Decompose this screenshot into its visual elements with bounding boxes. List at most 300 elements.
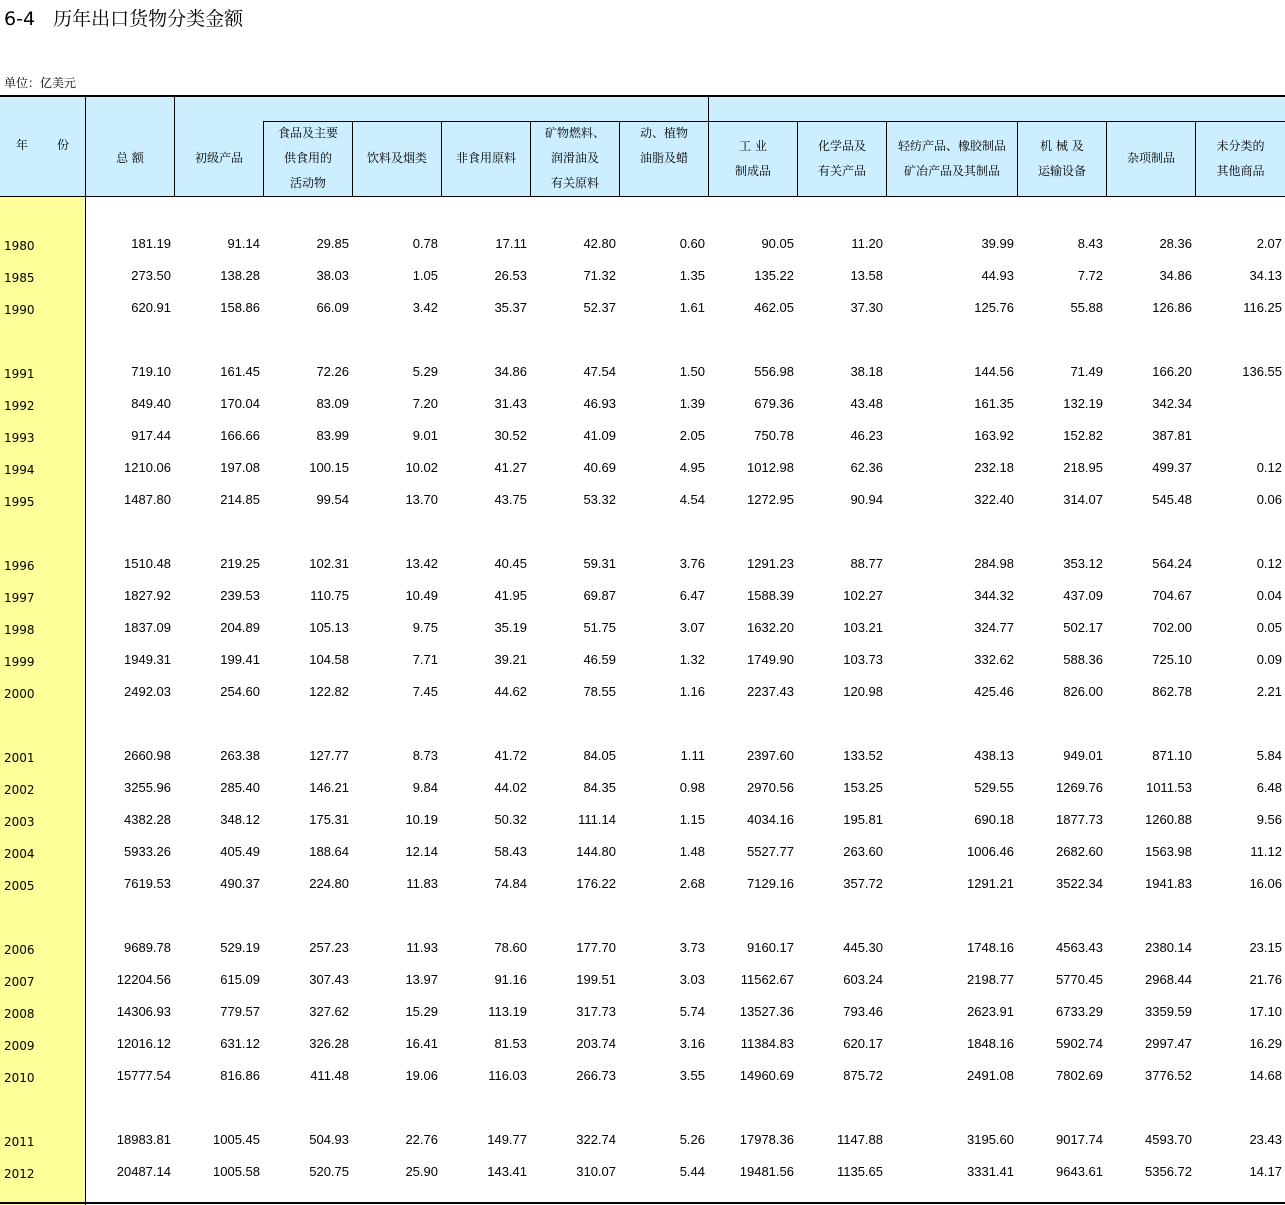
table-cell: 44.93: [981, 268, 1014, 283]
table-cell: 631.12: [220, 1036, 260, 1051]
table-cell: 50.32: [494, 812, 527, 827]
table-cell: 314.07: [1063, 492, 1103, 507]
table-cell: 116.03: [488, 1068, 527, 1083]
table-cell: 556.98: [754, 364, 794, 379]
table-cell: 1006.46: [967, 844, 1014, 859]
year-cell: 1999: [4, 655, 35, 669]
table-cell: 204.89: [220, 620, 260, 635]
table-cell: 1827.92: [124, 588, 171, 603]
table-cell: 324.77: [974, 620, 1014, 635]
year-cell: 2006: [4, 943, 35, 957]
table-cell: 793.46: [843, 1004, 883, 1019]
table-cell: 603.24: [843, 972, 883, 987]
column-header-line: 机 械 及: [1040, 138, 1084, 153]
table-cell: 1260.88: [1145, 812, 1192, 827]
table-cell: 462.05: [754, 300, 794, 315]
table-cell: 2380.14: [1145, 940, 1192, 955]
table-cell: 14.17: [1249, 1164, 1282, 1179]
table-cell: 1147.88: [836, 1132, 883, 1147]
table-cell: 3.03: [679, 972, 705, 987]
table-cell: 13.97: [405, 972, 438, 987]
table-cell: 12.14: [405, 844, 438, 859]
column-header-line: 供食用的: [283, 151, 332, 165]
table-cell: 322.74: [576, 1132, 616, 1147]
table-cell: 1012.98: [747, 460, 794, 475]
table-cell: 5.74: [679, 1004, 705, 1019]
column-header-line: 矿物燃料、: [544, 126, 605, 140]
table-cell: 3.73: [679, 940, 705, 955]
table-cell: 18983.81: [116, 1132, 171, 1147]
table-cell: 257.23: [309, 940, 349, 955]
table-cell: 224.80: [309, 876, 349, 891]
column-header: [1107, 146, 1195, 171]
table-cell: 10.49: [405, 588, 438, 603]
table-cell: 219.25: [220, 556, 260, 571]
table-cell: 13527.36: [739, 1004, 794, 1019]
year-cell: 2007: [4, 975, 35, 989]
table-cell: 14306.93: [116, 1004, 171, 1019]
year-cell: 1995: [4, 495, 35, 509]
year-cell: 2008: [4, 1007, 35, 1021]
table-cell: 81.53: [494, 1036, 527, 1051]
table-cell: 166.20: [1152, 364, 1192, 379]
table-cell: 2970.56: [747, 780, 794, 795]
table-cell: 1563.98: [1145, 844, 1192, 859]
table-cell: 132.19: [1063, 396, 1103, 411]
table-cell: 816.86: [220, 1068, 260, 1083]
column-header-line: 份: [56, 138, 69, 152]
table-cell: 11384.83: [740, 1036, 794, 1051]
year-cell: 1990: [4, 303, 35, 317]
table-cell: 690.18: [974, 812, 1014, 827]
table-cell: 1.39: [679, 396, 705, 411]
table-cell: 620.17: [843, 1036, 883, 1051]
column-header-line: 矿冶产品及其制品: [903, 163, 1000, 178]
table-cell: 353.12: [1063, 556, 1103, 571]
table-cell: 4034.16: [747, 812, 794, 827]
table-cell: 704.67: [1152, 588, 1192, 603]
table-cell: 91.16: [494, 972, 527, 987]
table-cell: 46.23: [850, 428, 883, 443]
table-cell: 166.66: [220, 428, 260, 443]
column-header-line: 未分类的: [1216, 138, 1265, 153]
table-cell: 849.40: [131, 396, 171, 411]
table-cell: 520.75: [309, 1164, 349, 1179]
table-cell: 152.82: [1063, 428, 1103, 443]
table-cell: 1.05: [412, 268, 438, 283]
table-cell: 2623.91: [967, 1004, 1014, 1019]
table-cell: 11.12: [1250, 844, 1282, 859]
table-cell: 1949.31: [124, 652, 171, 667]
column-header: [353, 146, 441, 171]
table-cell: 29.85: [316, 236, 349, 251]
table-cell: 11.93: [406, 940, 438, 955]
table-cell: 7129.16: [747, 876, 794, 891]
table-cell: 46.93: [583, 396, 616, 411]
table-cell: 41.09: [583, 428, 616, 443]
table-cell: 28.36: [1159, 236, 1192, 251]
table-cell: 58.43: [494, 844, 527, 859]
table-cell: 31.43: [494, 396, 527, 411]
table-cell: 133.52: [843, 748, 883, 763]
table-cell: 6.47: [679, 588, 705, 603]
table-cell: 2.68: [679, 876, 705, 891]
table-cell: 161.45: [220, 364, 260, 379]
column-header: [531, 121, 619, 196]
table-cell: 161.35: [974, 396, 1014, 411]
table-cell: 719.10: [131, 364, 171, 379]
table-cell: 144.56: [974, 364, 1014, 379]
column-header: [0, 133, 85, 158]
table-cell: 875.72: [843, 1068, 883, 1083]
table-cell: 7.72: [1077, 268, 1103, 283]
table-cell: 83.09: [316, 396, 349, 411]
table-cell: 9.56: [1256, 812, 1282, 827]
table-cell: 188.64: [309, 844, 349, 859]
column-header-line: 运输设备: [1037, 163, 1086, 178]
year-cell: 2005: [4, 879, 35, 893]
table-cell: 438.13: [974, 748, 1014, 763]
table-cell: 90.05: [761, 236, 794, 251]
table-cell: 0.12: [1256, 556, 1282, 571]
table-cell: 11.83: [406, 876, 438, 891]
table-cell: 9643.61: [1056, 1164, 1103, 1179]
table-cell: 40.69: [583, 460, 616, 475]
table-cell: 2997.47: [1145, 1036, 1192, 1051]
table-title: 6-4 历年出口货物分类金额: [4, 8, 244, 30]
table-cell: 40.45: [494, 556, 527, 571]
table-cell: 7619.53: [124, 876, 171, 891]
year-cell: 1996: [4, 559, 35, 573]
table-cell: 176.22: [576, 876, 616, 891]
column-header-line: 化学品及: [817, 138, 866, 153]
table-cell: 1269.76: [1056, 780, 1103, 795]
table-cell: 826.00: [1063, 684, 1103, 699]
table-cell: 322.40: [974, 492, 1014, 507]
table-cell: 779.57: [220, 1004, 260, 1019]
table-cell: 9017.74: [1056, 1132, 1103, 1147]
year-cell: 2003: [4, 815, 35, 829]
table-cell: 111.14: [578, 812, 616, 827]
table-cell: 0.12: [1256, 460, 1282, 475]
table-cell: 3.07: [679, 620, 705, 635]
header-bottom-border: [0, 196, 1285, 197]
table-cell: 105.13: [309, 620, 349, 635]
table-cell: 102.27: [843, 588, 883, 603]
table-cell: 13.58: [850, 268, 883, 283]
table-cell: 38.03: [316, 268, 349, 283]
table-cell: 1.61: [679, 300, 705, 315]
table-cell: 16.06: [1249, 876, 1282, 891]
table-cell: 0.09: [1256, 652, 1282, 667]
table-cell: 74.84: [494, 876, 527, 891]
table-cell: 126.86: [1152, 300, 1192, 315]
table-cell: 3331.41: [967, 1164, 1014, 1179]
table-cell: 143.41: [487, 1164, 527, 1179]
table-cell: 17.11: [495, 236, 527, 251]
column-header-line: 工 业: [739, 138, 767, 153]
year-cell: 1993: [4, 431, 35, 445]
column-header: [442, 146, 530, 171]
column-header-line: 初级产品: [194, 151, 243, 165]
table-cell: 11.20: [851, 236, 883, 251]
table-cell: 1877.73: [1056, 812, 1103, 827]
column-header: [1018, 134, 1106, 184]
table-cell: 0.05: [1256, 620, 1282, 635]
column-header: [620, 121, 708, 171]
table-cell: 1291.21: [967, 876, 1014, 891]
column-header-line: 食品及主要: [277, 126, 338, 140]
table-cell: 917.44: [131, 428, 171, 443]
table-cell: 4593.70: [1145, 1132, 1192, 1147]
table-cell: 504.93: [309, 1132, 349, 1147]
table-cell: 5.44: [679, 1164, 705, 1179]
table-cell: 59.31: [583, 556, 616, 571]
table-cell: 55.88: [1070, 300, 1103, 315]
table-cell: 1.48: [679, 844, 705, 859]
table-cell: 2.07: [1256, 236, 1282, 251]
column-header-line: 润滑油及: [550, 151, 599, 165]
table-cell: 273.50: [131, 268, 171, 283]
table-cell: 620.91: [131, 300, 171, 315]
table-cell: 310.07: [576, 1164, 616, 1179]
table-cell: 41.72: [494, 748, 527, 763]
table-cell: 862.78: [1152, 684, 1192, 699]
table-cell: 39.21: [494, 652, 527, 667]
table-cell: 263.38: [220, 748, 260, 763]
table-cell: 7802.69: [1056, 1068, 1103, 1083]
table-cell: 529.55: [974, 780, 1014, 795]
column-header-line: 非食用原料: [455, 151, 516, 165]
table-cell: 53.32: [583, 492, 616, 507]
table-cell: 197.08: [220, 460, 260, 475]
year-cell: 1992: [4, 399, 35, 413]
table-cell: 90.94: [850, 492, 883, 507]
table-cell: 5.84: [1256, 748, 1282, 763]
table-cell: 199.41: [220, 652, 260, 667]
table-cell: 153.25: [843, 780, 883, 795]
table-cell: 35.19: [494, 620, 527, 635]
table-cell: 239.53: [220, 588, 260, 603]
table-cell: 307.43: [309, 972, 349, 987]
column-header: [798, 134, 886, 184]
table-cell: 1210.06: [124, 460, 171, 475]
table-cell: 103.73: [843, 652, 883, 667]
table-cell: 199.51: [576, 972, 616, 987]
table-cell: 342.34: [1152, 396, 1192, 411]
table-cell: 72.26: [316, 364, 349, 379]
table-cell: 5.26: [679, 1132, 705, 1147]
table-cell: 1.16: [679, 684, 705, 699]
table-cell: 146.21: [309, 780, 349, 795]
table-cell: 0.98: [679, 780, 705, 795]
table-cell: 2198.77: [967, 972, 1014, 987]
table-cell: 149.77: [487, 1132, 527, 1147]
year-cell: 2012: [4, 1167, 35, 1181]
table-cell: 2491.08: [967, 1068, 1014, 1083]
table-cell: 387.81: [1152, 428, 1192, 443]
table-cell: 1510.48: [124, 556, 171, 571]
table-cell: 10.02: [405, 460, 438, 475]
column-header-line: 有关产品: [817, 163, 866, 178]
table-cell: 9689.78: [124, 940, 171, 955]
table-cell: 2237.43: [747, 684, 794, 699]
table-cell: 84.35: [583, 780, 616, 795]
table-cell: 13.70: [405, 492, 438, 507]
table-cell: 3359.59: [1145, 1004, 1192, 1019]
table-cell: 99.54: [316, 492, 349, 507]
year-cell: 1994: [4, 463, 35, 477]
table-cell: 110.75: [310, 588, 349, 603]
table-cell: 88.77: [850, 556, 883, 571]
table-cell: 2660.98: [124, 748, 171, 763]
table-cell: 10.19: [405, 812, 438, 827]
table-cell: 1.35: [679, 268, 705, 283]
table-cell: 9.75: [412, 620, 438, 635]
table-cell: 1941.83: [1145, 876, 1192, 891]
table-cell: 25.90: [405, 1164, 438, 1179]
table-cell: 2.21: [1256, 684, 1282, 699]
table-cell: 490.37: [220, 876, 260, 891]
column-header-line: 杂项制品: [1126, 151, 1175, 165]
year-cell: 1997: [4, 591, 35, 605]
year-cell: 1985: [4, 271, 35, 285]
table-cell: 120.98: [843, 684, 883, 699]
table-cell: 34.13: [1249, 268, 1282, 283]
table-cell: 23.15: [1249, 940, 1282, 955]
year-cell: 2002: [4, 783, 35, 797]
column-header: [264, 121, 352, 196]
table-cell: 1.15: [679, 812, 705, 827]
table-cell: 16.29: [1249, 1036, 1282, 1051]
table-cell: 37.30: [850, 300, 883, 315]
table-cell: 12016.12: [116, 1036, 171, 1051]
table-cell: 3.55: [679, 1068, 705, 1083]
table-cell: 1.32: [679, 652, 705, 667]
table-cell: 138.28: [220, 268, 260, 283]
table-cell: 6.48: [1256, 780, 1282, 795]
table-cell: 15777.54: [116, 1068, 171, 1083]
table-cell: 949.01: [1063, 748, 1103, 763]
table-cell: 0.78: [412, 236, 438, 251]
table-cell: 499.37: [1152, 460, 1192, 475]
table-cell: 332.62: [974, 652, 1014, 667]
table-cell: 78.55: [583, 684, 616, 699]
table-cell: 100.15: [309, 460, 349, 475]
table-cell: 0.04: [1256, 588, 1282, 603]
table-cell: 4.54: [679, 492, 705, 507]
table-cell: 5356.72: [1145, 1164, 1192, 1179]
table-cell: 266.73: [576, 1068, 616, 1083]
table-cell: 502.17: [1063, 620, 1103, 635]
table-cell: 69.87: [583, 588, 616, 603]
table-cell: 3195.60: [967, 1132, 1014, 1147]
table-cell: 4563.43: [1056, 940, 1103, 955]
table-cell: 1848.16: [967, 1036, 1014, 1051]
table-cell: 84.05: [583, 748, 616, 763]
table-cell: 1005.58: [213, 1164, 260, 1179]
table-cell: 218.95: [1063, 460, 1103, 475]
table-cell: 135.22: [754, 268, 794, 283]
table-cell: 254.60: [220, 684, 260, 699]
table-cell: 7.20: [412, 396, 438, 411]
table-cell: 52.37: [583, 300, 616, 315]
table-cell: 103.21: [843, 620, 883, 635]
column-header-line: 年: [16, 138, 29, 152]
table-cell: 203.74: [576, 1036, 616, 1051]
column-header-line: 其他商品: [1216, 163, 1265, 178]
year-cell: 1998: [4, 623, 35, 637]
table-cell: 3.16: [679, 1036, 705, 1051]
table-cell: 19.06: [405, 1068, 438, 1083]
table-cell: 16.41: [405, 1036, 438, 1051]
table-cell: 405.49: [220, 844, 260, 859]
table-cell: 14960.69: [739, 1068, 794, 1083]
table-cell: 51.75: [583, 620, 616, 635]
table-cell: 725.10: [1152, 652, 1192, 667]
table-cell: 317.73: [576, 1004, 616, 1019]
table-cell: 702.00: [1152, 620, 1192, 635]
table-cell: 1749.90: [747, 652, 794, 667]
column-header-line: 制成品: [734, 163, 771, 178]
table-cell: 437.09: [1063, 588, 1103, 603]
table-cell: 5527.77: [747, 844, 794, 859]
table-cell: 1.11: [680, 748, 705, 763]
table-cell: 4.95: [679, 460, 705, 475]
table-cell: 12204.56: [116, 972, 171, 987]
table-cell: 1005.45: [213, 1132, 260, 1147]
table-cell: 871.10: [1152, 748, 1192, 763]
table-cell: 5770.45: [1056, 972, 1103, 987]
table-cell: 348.12: [220, 812, 260, 827]
table-cell: 3.76: [679, 556, 705, 571]
table-cell: 102.31: [309, 556, 349, 571]
column-header: [887, 134, 1017, 184]
table-cell: 125.76: [974, 300, 1014, 315]
table-cell: 41.95: [494, 588, 527, 603]
table-cell: 445.30: [843, 940, 883, 955]
table-cell: 26.53: [494, 268, 527, 283]
table-cell: 4382.28: [124, 812, 171, 827]
table-cell: 23.43: [1249, 1132, 1282, 1147]
table-cell: 344.32: [974, 588, 1014, 603]
table-cell: 5.29: [412, 364, 438, 379]
table-cell: 170.04: [220, 396, 260, 411]
table-cell: 44.62: [494, 684, 527, 699]
table-cell: 564.24: [1152, 556, 1192, 571]
year-cell: 2001: [4, 751, 35, 765]
table-cell: 17978.36: [739, 1132, 794, 1147]
table-cell: 62.36: [850, 460, 883, 475]
table-cell: 5933.26: [124, 844, 171, 859]
table-cell: 116.25: [1243, 300, 1282, 315]
table-cell: 43.48: [850, 396, 883, 411]
table-bottom-border: [0, 1202, 1285, 1204]
table-cell: 327.62: [309, 1004, 349, 1019]
table-cell: 43.75: [494, 492, 527, 507]
table-cell: 285.40: [220, 780, 260, 795]
year-cell: 2000: [4, 687, 35, 701]
year-cell: 2009: [4, 1039, 35, 1053]
table-cell: 83.99: [316, 428, 349, 443]
column-header: [709, 134, 797, 184]
table-cell: 232.18: [974, 460, 1014, 475]
table-cell: 38.18: [850, 364, 883, 379]
table-cell: 21.76: [1249, 972, 1282, 987]
table-cell: 163.92: [974, 428, 1014, 443]
table-cell: 9.01: [412, 428, 438, 443]
table-cell: 529.19: [220, 940, 260, 955]
